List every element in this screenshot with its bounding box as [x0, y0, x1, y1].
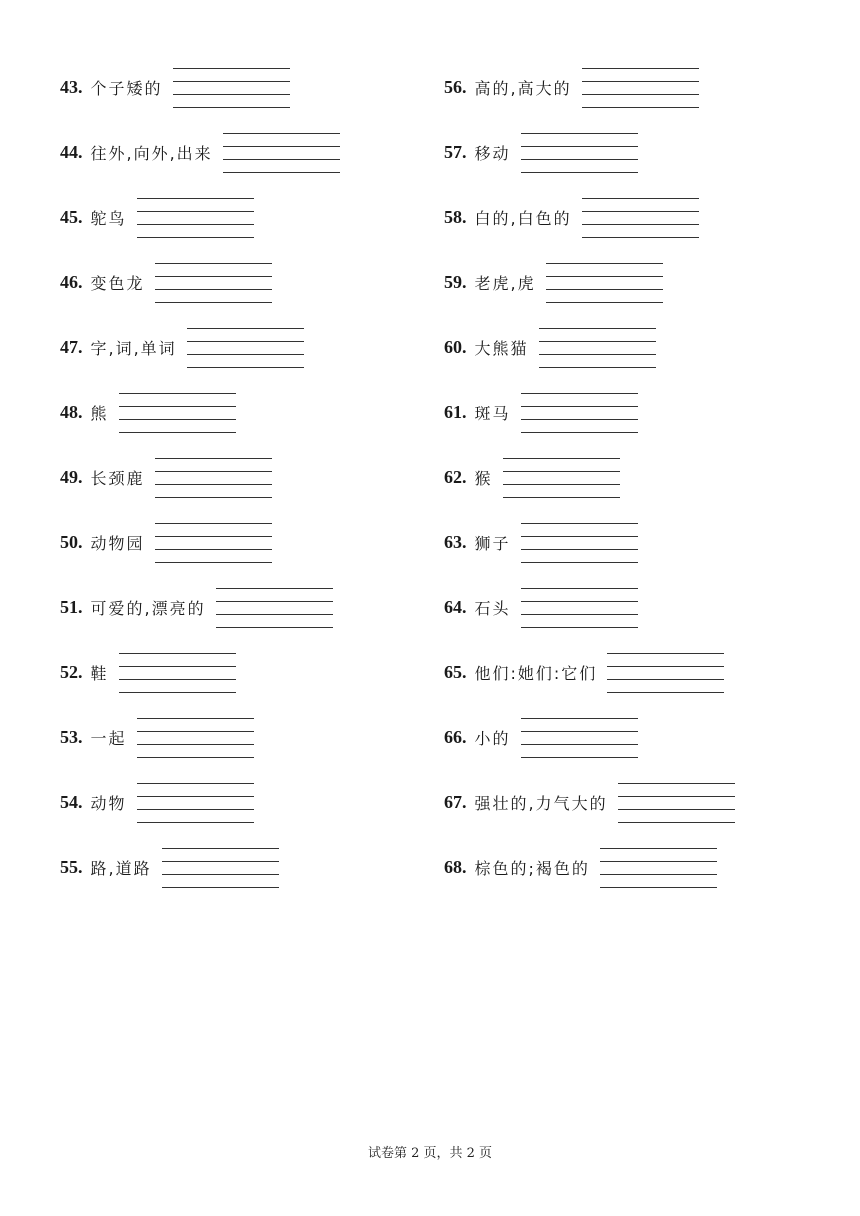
list-item: [444, 55, 824, 120]
answer-writing-lines[interactable]: [173, 68, 290, 108]
item-term: 棕色的;褐色的: [474, 859, 590, 878]
item-number: 49.: [60, 467, 83, 487]
right-column: [444, 55, 824, 900]
answer-writing-lines[interactable]: [539, 328, 656, 368]
answer-writing-lines[interactable]: [187, 328, 304, 368]
item-term: 长颈鹿: [90, 469, 145, 488]
item-number: 65.: [444, 662, 467, 682]
item-term: 一起: [90, 729, 127, 748]
item-term: 白的,白色的: [474, 209, 572, 228]
list-item: [60, 510, 440, 575]
answer-writing-lines[interactable]: [119, 653, 236, 693]
left-column: [60, 55, 440, 900]
list-item: [60, 640, 440, 705]
answer-writing-lines[interactable]: [223, 133, 340, 173]
item-term: 老虎,虎: [474, 274, 536, 293]
list-item: [60, 120, 440, 185]
list-item: [60, 705, 440, 770]
item-term: 狮子: [474, 534, 511, 553]
item-term: 强壮的,力气大的: [474, 794, 608, 813]
item-term: 熊: [90, 404, 109, 423]
answer-writing-lines[interactable]: [521, 393, 638, 433]
item-term: 动物园: [90, 534, 145, 553]
answer-writing-lines[interactable]: [607, 653, 724, 693]
list-item: [60, 250, 440, 315]
item-term: 变色龙: [90, 274, 145, 293]
list-item: [60, 770, 440, 835]
list-item: [444, 315, 824, 380]
list-item: [444, 705, 824, 770]
item-number: 46.: [60, 272, 83, 292]
list-item: [60, 185, 440, 250]
item-number: 61.: [444, 402, 467, 422]
list-item: [444, 640, 824, 705]
item-term: 猴: [474, 469, 493, 488]
answer-writing-lines[interactable]: [155, 458, 272, 498]
list-item: [444, 575, 824, 640]
list-item: [60, 445, 440, 510]
list-item: [444, 380, 824, 445]
answer-writing-lines[interactable]: [216, 588, 333, 628]
list-item: [444, 835, 824, 900]
item-term: 个子矮的: [90, 79, 163, 98]
item-number: 64.: [444, 597, 467, 617]
item-term: 可爱的,漂亮的: [90, 599, 206, 618]
answer-writing-lines[interactable]: [503, 458, 620, 498]
item-term: 小的: [474, 729, 511, 748]
list-item: [444, 120, 824, 185]
item-number: 55.: [60, 857, 83, 877]
item-number: 54.: [60, 792, 83, 812]
item-number: 56.: [444, 77, 467, 97]
answer-writing-lines[interactable]: [618, 783, 735, 823]
answer-writing-lines[interactable]: [162, 848, 279, 888]
item-term: 石头: [474, 599, 511, 618]
item-term: 鸵鸟: [90, 209, 127, 228]
item-number: 48.: [60, 402, 83, 422]
answer-writing-lines[interactable]: [155, 523, 272, 563]
item-number: 43.: [60, 77, 83, 97]
answer-writing-lines[interactable]: [521, 523, 638, 563]
item-number: 50.: [60, 532, 83, 552]
item-term: 他们:她们:它们: [474, 664, 598, 683]
item-number: 53.: [60, 727, 83, 747]
item-number: 59.: [444, 272, 467, 292]
answer-writing-lines[interactable]: [137, 783, 254, 823]
item-number: 51.: [60, 597, 83, 617]
answer-writing-lines[interactable]: [600, 848, 717, 888]
item-number: 52.: [60, 662, 83, 682]
answer-writing-lines[interactable]: [137, 198, 254, 238]
list-item: [60, 575, 440, 640]
answer-writing-lines[interactable]: [521, 588, 638, 628]
answer-writing-lines[interactable]: [521, 718, 638, 758]
page-footer: 试卷第 2 页，共 2 页: [367, 1146, 493, 1161]
answer-writing-lines[interactable]: [119, 393, 236, 433]
list-item: [60, 835, 440, 900]
item-term: 字,词,单词: [90, 339, 177, 358]
answer-writing-lines[interactable]: [582, 68, 699, 108]
item-term: 动物: [90, 794, 127, 813]
answer-writing-lines[interactable]: [137, 718, 254, 758]
item-term: 鞋: [90, 664, 109, 683]
item-number: 67.: [444, 792, 467, 812]
item-term: 往外,向外,出来: [90, 144, 213, 163]
item-number: 58.: [444, 207, 467, 227]
item-number: 60.: [444, 337, 467, 357]
answer-writing-lines[interactable]: [521, 133, 638, 173]
item-number: 68.: [444, 857, 467, 877]
list-item: [444, 250, 824, 315]
list-item: [444, 445, 824, 510]
item-number: 62.: [444, 467, 467, 487]
item-term: 移动: [474, 144, 511, 163]
item-term: 高的,高大的: [474, 79, 572, 98]
list-item: [60, 380, 440, 445]
answer-writing-lines[interactable]: [155, 263, 272, 303]
item-term: 大熊猫: [474, 339, 529, 358]
list-item: [444, 510, 824, 575]
item-number: 63.: [444, 532, 467, 552]
item-number: 66.: [444, 727, 467, 747]
item-number: 57.: [444, 142, 467, 162]
item-number: 47.: [60, 337, 83, 357]
answer-writing-lines[interactable]: [546, 263, 663, 303]
answer-writing-lines[interactable]: [582, 198, 699, 238]
item-number: 44.: [60, 142, 83, 162]
list-item: [60, 55, 440, 120]
item-term: 路,道路: [90, 859, 152, 878]
item-number: 45.: [60, 207, 83, 227]
item-term: 斑马: [474, 404, 511, 423]
list-item: [444, 770, 824, 835]
list-item: [60, 315, 440, 380]
list-item: [444, 185, 824, 250]
